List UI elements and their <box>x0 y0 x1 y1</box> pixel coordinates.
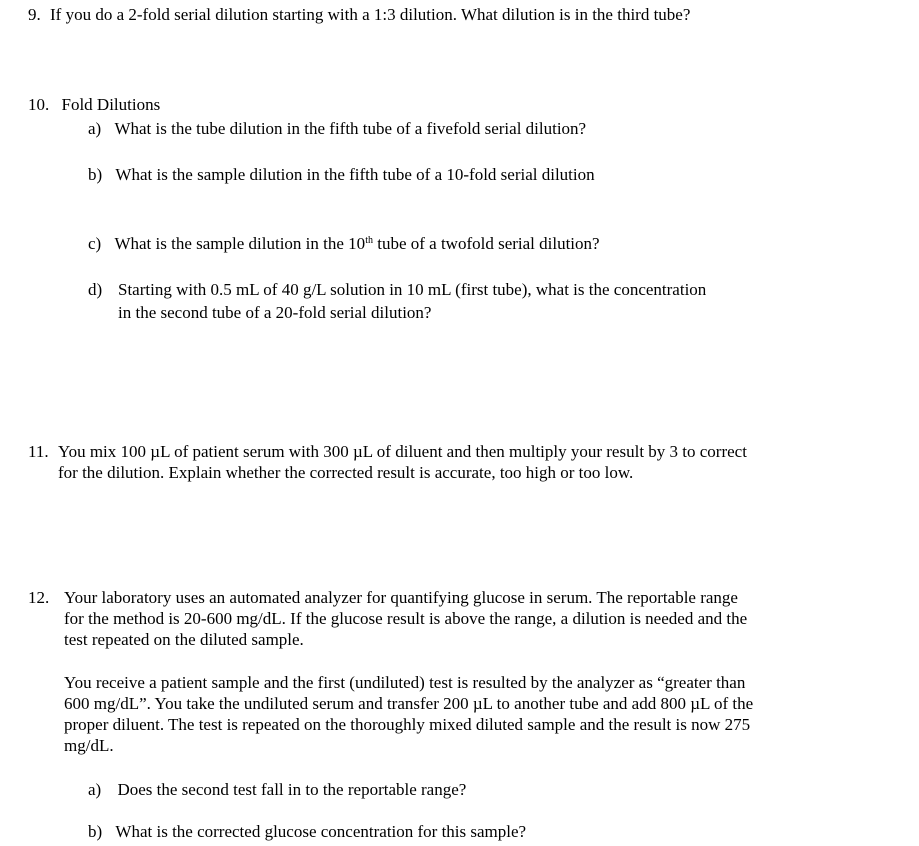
question-12-number: 12. <box>28 588 50 607</box>
question-10d-line-1: Starting with 0.5 mL of 40 g/L solution in 10 mL (first tube), what is the concentration <box>118 280 707 299</box>
question-10c-text-before: What is the sample dilution in the 10 <box>114 234 366 253</box>
question-10-heading <box>28 94 160 115</box>
question-10c-label: c) <box>88 234 102 253</box>
question-12-p1-line-3: test repeated on the diluted sample. <box>64 630 304 649</box>
question-12a <box>88 779 466 800</box>
question-12-p2-line-4: mg/dL. <box>64 736 114 755</box>
question-10d-line-2: in the second tube of a 20-fold serial dilution? <box>118 303 432 322</box>
question-11-number: 11. <box>28 442 49 461</box>
question-9-text: If you do a 2-fold serial dilution starting with a 1:3 dilution. What dilution is in the third tube? <box>50 5 691 24</box>
question-10a-text: What is the tube dilution in the fifth tube of a fivefold serial dilution? <box>114 119 587 138</box>
question-12-p1-line-2: for the method is 20-600 mg/dL. If the glucose result is above the range, a dilution is needed and the <box>64 609 748 628</box>
question-10d-body <box>118 279 706 323</box>
question-10-number: 10. <box>28 95 50 114</box>
question-10d-label: d) <box>88 280 103 299</box>
question-10d <box>88 279 102 300</box>
question-11-line-1: You mix 100 µL of patient serum with 300 µL of diluent and then multiply your result by 3 to correct <box>58 442 747 461</box>
question-12a-text: Does the second test fall in to the reportable range? <box>117 780 467 799</box>
question-12-p2-line-3: proper diluent. The test is repeated on the thoroughly mixed diluted sample and the result is now 275 <box>64 715 751 734</box>
question-10c <box>88 233 600 254</box>
question-10b-text: What is the sample dilution in the fifth tube of a 10-fold serial dilution <box>115 165 595 184</box>
question-10b-label: b) <box>88 165 103 184</box>
question-12b <box>88 821 526 842</box>
question-10c-superscript: th <box>365 235 373 246</box>
question-12b-text: What is the corrected glucose concentration for this sample? <box>115 822 527 841</box>
question-12-paragraph-2 <box>64 672 753 756</box>
question-10-title: Fold Dilutions <box>61 95 161 114</box>
question-12-number-block <box>28 587 49 608</box>
question-12-paragraph-1 <box>64 587 747 650</box>
question-10c-text <box>114 234 599 253</box>
question-9 <box>28 4 690 25</box>
question-9-number: 9. <box>28 5 41 24</box>
question-11-number-block <box>28 441 49 462</box>
question-10a-label: a) <box>88 119 102 138</box>
question-10c-text-after: tube of a twofold serial dilution? <box>372 234 600 253</box>
question-12-p2-line-1: You receive a patient sample and the first (undiluted) test is resulted by the analyzer as “greater than <box>64 673 746 692</box>
question-11-body <box>58 441 747 483</box>
question-12-p1-line-1: Your laboratory uses an automated analyzer for quantifying glucose in serum. The reportable range <box>64 588 738 607</box>
question-10a <box>88 118 586 139</box>
question-12-p2-line-2: 600 mg/dL”. You take the undiluted serum and transfer 200 µL to another tube and add 800 µL of the <box>64 694 754 713</box>
question-12b-label: b) <box>88 822 103 841</box>
question-11-line-2: for the dilution. Explain whether the corrected result is accurate, too high or too low. <box>58 463 634 482</box>
question-12a-label: a) <box>88 780 102 799</box>
question-10b <box>88 164 595 185</box>
